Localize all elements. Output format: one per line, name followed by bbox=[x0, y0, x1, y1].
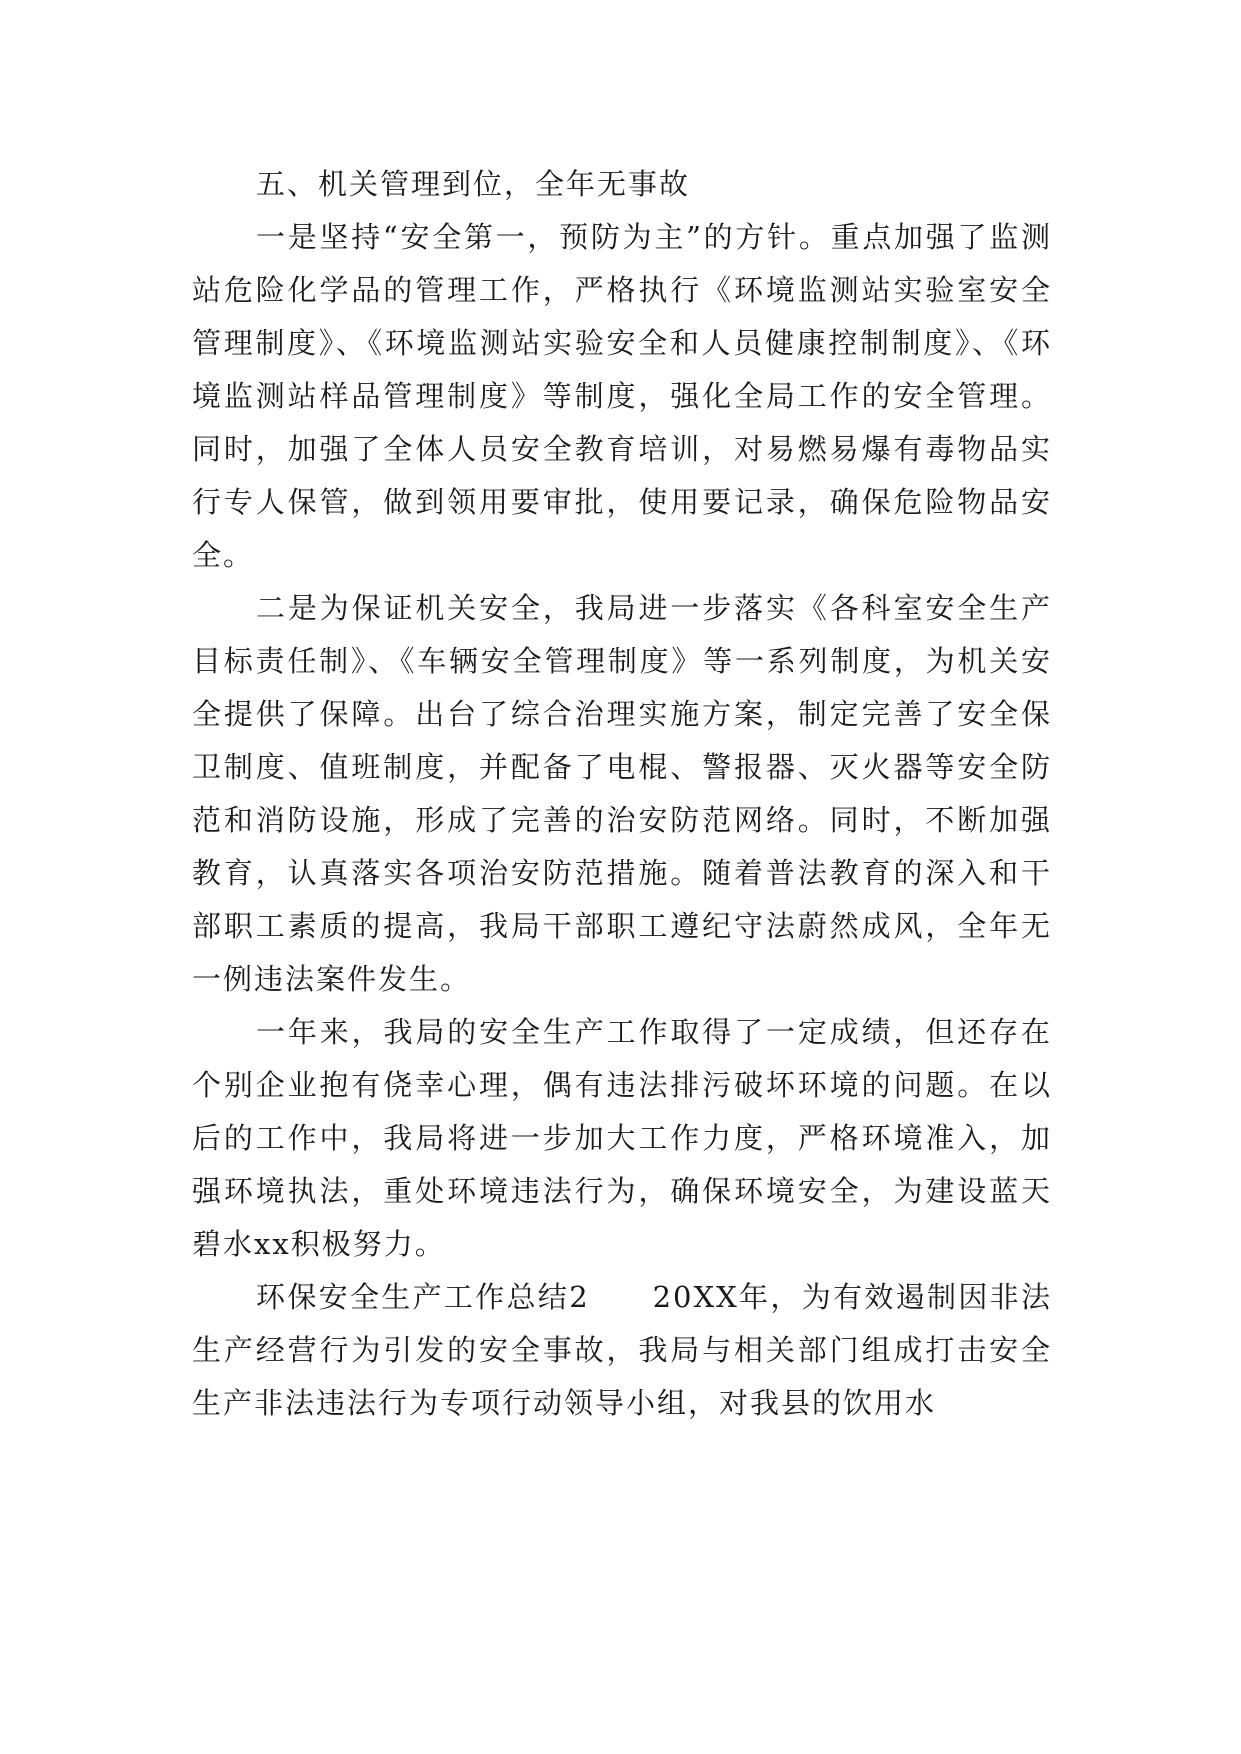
paragraph-summary-2: 环保安全生产工作总结2 20XX年，为有效遏制因非法生产经营行为引发的安全事故，我局与相关部门组成打击安全生产非法违法行为专项行动领导小组，对我县的饮用水 bbox=[192, 1280, 1052, 1420]
paragraph-hazardous-chemicals: 一是坚持“安全第一，预防为主”的方针。重点加强了监测站危险化学品的管理工作，严格执行《环境监测站实验室安全管理制度》、《环境监测站实验安全和人员健康控制制度》、《环境监测站样品管理制度》等制度，强化全局工作的安全管理。同时，加强了全体人员安全教育培训，对易燃易爆有毒物品实行专人保管，做到领用要审批，使用要记录，确保危险物品安全。 bbox=[192, 220, 1052, 572]
document-body bbox=[192, 158, 1052, 1430]
paragraph-office-security: 二是为保证机关安全，我局进一步落实《各科室安全生产目标责任制》、《车辆安全管理制度》等一系列制度，为机关安全提供了保障。出台了综合治理实施方案，制定完善了安全保卫制度、值班制度，并配备了电棍、警报器、灭火器等安全防范和消防设施，形成了完善的治安防范网络。同时，不断加强教育，认真落实各项治安防范措施。随着普法教育的深入和干部职工素质的提高，我局干部职工遵纪守法蔚然成风，全年无一例违法案件发生。 bbox=[192, 591, 1052, 996]
section-heading: 五、机关管理到位，全年无事故 bbox=[256, 167, 691, 201]
paragraph-annual-summary: 一年来，我局的安全生产工作取得了一定成绩，但还存在个别企业抱有侥幸心理，偶有违法排污破坏环境的问题。在以后的工作中，我局将进一步加大工作力度，严格环境准入，加强环境执法，重处环境违法行为，确保环境安全，为建设蓝天碧水xx积极努力。 bbox=[192, 1015, 1052, 1261]
